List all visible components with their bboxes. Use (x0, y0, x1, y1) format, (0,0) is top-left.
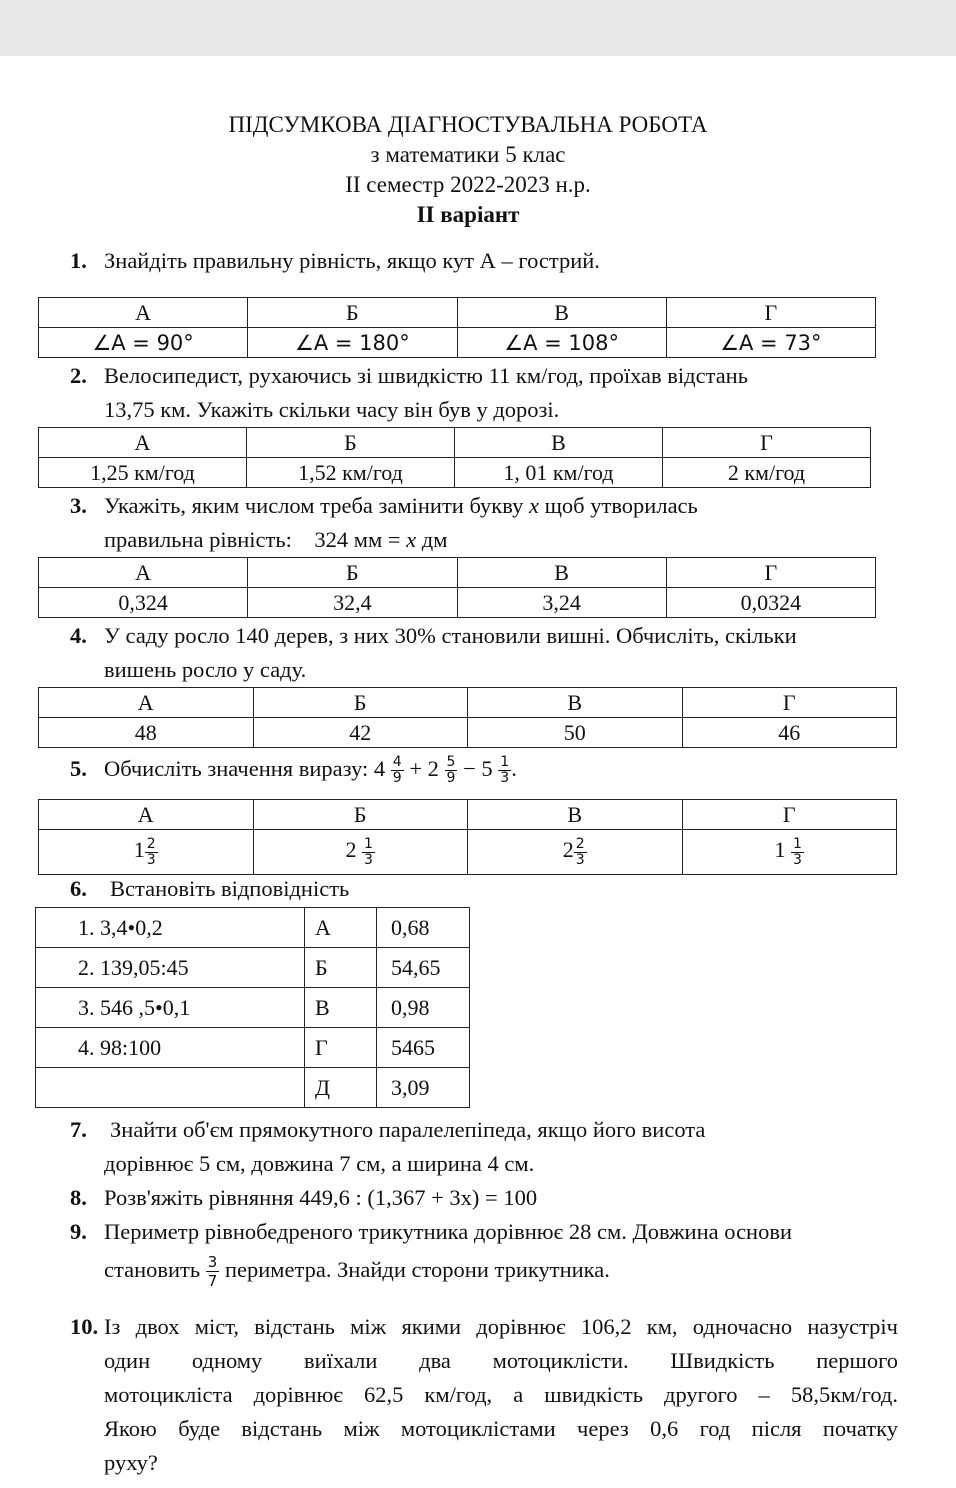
match-letter: А (305, 908, 377, 948)
option-value (39, 830, 254, 875)
question-9-line-2 (104, 1253, 610, 1290)
answer-table-5 (38, 799, 897, 875)
question-6 (70, 872, 349, 906)
question-line: мотоцикліста дорівнює 62,5 км/год, а швидкість другого – 58,5км/год. (104, 1382, 898, 1407)
option-letter: А (39, 428, 247, 458)
numerator: 4 (392, 754, 402, 771)
doc-title: ПІДСУМКОВА ДІАГНОСТУВАЛЬНА РОБОТА (228, 112, 708, 137)
match-letter: Б (305, 948, 377, 988)
option-value (682, 830, 897, 875)
question-text: периметра. Знайди сторони трикутника. (219, 1257, 610, 1282)
operator: − (457, 756, 482, 781)
option-letter: Б (248, 558, 457, 588)
match-left: 4. 98:100 (36, 1028, 305, 1068)
question-text: У саду росло 140 дерев, з них 30% становили вишні. Обчисліть, скільки (104, 623, 797, 648)
denominator: 3 (146, 851, 156, 868)
match-left: 2. 139,05:45 (36, 948, 305, 988)
whole-part: 1 (774, 837, 786, 863)
question-number: 9. (70, 1219, 87, 1244)
question-text: Периметр рівнобедреного трикутника дорівнює 28 см. Довжина основи (104, 1219, 793, 1244)
whole-part: 2 (562, 837, 574, 863)
match-letter: Г (305, 1028, 377, 1068)
question-5 (70, 752, 517, 786)
option-value: 1,52 км/год (247, 458, 455, 488)
numerator: 2 (146, 835, 156, 852)
matching-table (35, 907, 470, 1108)
top-bar (0, 0, 956, 56)
option-value (253, 830, 468, 875)
denominator: 9 (392, 770, 402, 787)
fraction (791, 837, 804, 868)
denominator: 3 (500, 770, 510, 787)
question-3-line-2 (104, 523, 447, 557)
fraction (498, 755, 511, 786)
answer-table-2 (38, 427, 871, 488)
option-letter: Г (682, 800, 897, 830)
operator: + (403, 756, 428, 781)
option-value: 2 км/год (663, 458, 871, 488)
whole-part: 4 (373, 756, 386, 781)
question-number: 5. (70, 756, 87, 781)
numerator: 2 (575, 835, 585, 852)
option-letter: А (39, 800, 254, 830)
option-value (468, 830, 683, 875)
denominator: 3 (364, 851, 373, 868)
option-value: ∠A = 180° (248, 328, 457, 358)
question-text: Встановіть відповідність (110, 876, 350, 901)
denominator: 9 (446, 770, 456, 787)
question-number: 6. (70, 876, 87, 901)
option-letter: Г (663, 428, 871, 458)
option-value: 1, 01 км/год (455, 458, 663, 488)
question-number: 3. (70, 493, 87, 518)
question-line: один одному виїхали два мотоциклісти. Швидкість першого (104, 1348, 898, 1373)
match-right: 54,65 (377, 948, 470, 988)
numerator: 1 (500, 754, 510, 771)
question-text: Знайти об'єм прямокутного паралелепіпеда, якщо його висота (110, 1117, 706, 1142)
question-line: Якою буде відстань між мотоциклістами через 0,6 год після початку (104, 1416, 898, 1441)
question-text: дм (416, 527, 448, 552)
question-number-10 (70, 1310, 104, 1344)
option-value: 46 (682, 718, 897, 748)
option-letter: Б (253, 688, 468, 718)
question-4 (70, 619, 797, 653)
answer-table-1 (38, 297, 876, 358)
question-1 (70, 244, 600, 278)
match-letter: В (305, 988, 377, 1028)
question-text: становить (104, 1257, 206, 1282)
match-left: 3. 546 ,5•0,1 (36, 988, 305, 1028)
question-text: Обчисліть значення виразу: (104, 756, 374, 781)
question-line: Із двох міст, відстань між якими дорівнює 106,2 км, одночасно назустріч (104, 1314, 898, 1339)
denominator: 7 (207, 1272, 218, 1291)
question-number: 10. (70, 1314, 99, 1339)
question-4-line-2: вишень росло у саду. (104, 657, 307, 682)
match-right: 0,98 (377, 988, 470, 1028)
question-number: 2. (70, 363, 87, 388)
option-value: 42 (253, 718, 468, 748)
option-value: 1,25 км/год (39, 458, 247, 488)
question-line: руху? (104, 1450, 158, 1475)
question-7 (70, 1113, 705, 1147)
option-value: ∠A = 108° (457, 328, 666, 358)
option-letter: Б (247, 428, 455, 458)
question-text: щоб утворилась (538, 493, 698, 518)
doc-variant: ІІ варіант (416, 202, 520, 227)
denominator: 3 (575, 851, 585, 868)
question-text: Укажіть, яким числом треба замінити букву (104, 493, 529, 518)
question-text: Велосипедист, рухаючись зі швидкістю 11 км/год, проїхав відстань (104, 363, 748, 388)
option-letter: В (455, 428, 663, 458)
question-10 (104, 1310, 898, 1480)
option-letter: Г (666, 298, 875, 328)
match-left: 1. 3,4•0,2 (36, 908, 305, 948)
option-value: 0,324 (39, 588, 248, 618)
option-letter: А (39, 558, 248, 588)
numerator: 1 (364, 835, 373, 852)
question-7-line-2: дорівнює 5 см, довжина 7 см, а ширина 4 см. (104, 1151, 535, 1176)
whole-part: 5 (481, 756, 493, 781)
numerator: 3 (207, 1253, 218, 1272)
whole-part: 2 (427, 756, 439, 781)
question-8 (70, 1181, 537, 1215)
doc-semester: ІІ семестр 2022-2023 н.р. (345, 172, 591, 197)
match-left (36, 1068, 305, 1108)
numerator: 5 (446, 754, 456, 771)
option-letter: Г (666, 558, 875, 588)
fraction (206, 1253, 220, 1290)
option-value: 3,24 (457, 588, 666, 618)
variable-x: x (406, 527, 417, 552)
numerator: 1 (793, 835, 802, 852)
option-letter: В (457, 558, 666, 588)
option-letter: Б (253, 800, 468, 830)
fraction (391, 755, 404, 786)
fraction (145, 837, 158, 868)
match-letter: Д (305, 1068, 377, 1108)
question-number: 1. (70, 248, 87, 273)
option-letter: В (468, 800, 683, 830)
question-2 (70, 359, 748, 393)
fraction (362, 837, 375, 868)
option-value: 48 (39, 718, 254, 748)
option-value: 0,0324 (666, 588, 875, 618)
answer-table-4 (38, 687, 897, 748)
option-value: 50 (468, 718, 683, 748)
whole-part: 2 (345, 837, 357, 863)
fraction (445, 755, 458, 786)
option-value: ∠A = 73° (666, 328, 875, 358)
option-letter: В (468, 688, 683, 718)
doc-subject: з математики 5 клас (370, 142, 566, 167)
question-text: Знайдіть правильну рівність, якщо кут А – гострий. (104, 248, 600, 273)
option-letter: А (39, 298, 248, 328)
answer-table-3 (38, 557, 876, 618)
fraction (574, 837, 587, 868)
question-number: 7. (70, 1117, 87, 1142)
variable-x: x (528, 493, 539, 518)
question-number: 8. (70, 1185, 87, 1210)
denominator: 3 (793, 851, 802, 868)
match-right: 3,09 (377, 1068, 470, 1108)
option-value: 32,4 (248, 588, 457, 618)
period: . (511, 756, 517, 781)
question-text: Розв'яжіть рівняння 449,6 : (1,367 + 3х) = 100 (104, 1185, 538, 1210)
option-value: ∠A = 90° (39, 328, 248, 358)
expression (373, 754, 517, 787)
option-letter: Г (682, 688, 897, 718)
option-letter: В (457, 298, 666, 328)
match-right: 0,68 (377, 908, 470, 948)
question-number: 4. (70, 623, 87, 648)
option-letter: А (39, 688, 254, 718)
match-right: 5465 (377, 1028, 470, 1068)
question-text: правильна рівність: 324 мм = (104, 527, 407, 552)
whole-part: 1 (133, 837, 145, 863)
question-2-line-2: 13,75 км. Укажіть скільки часу він був у дорозі. (104, 397, 560, 422)
option-letter: Б (248, 298, 457, 328)
question-3 (70, 489, 698, 523)
question-9 (70, 1215, 792, 1249)
